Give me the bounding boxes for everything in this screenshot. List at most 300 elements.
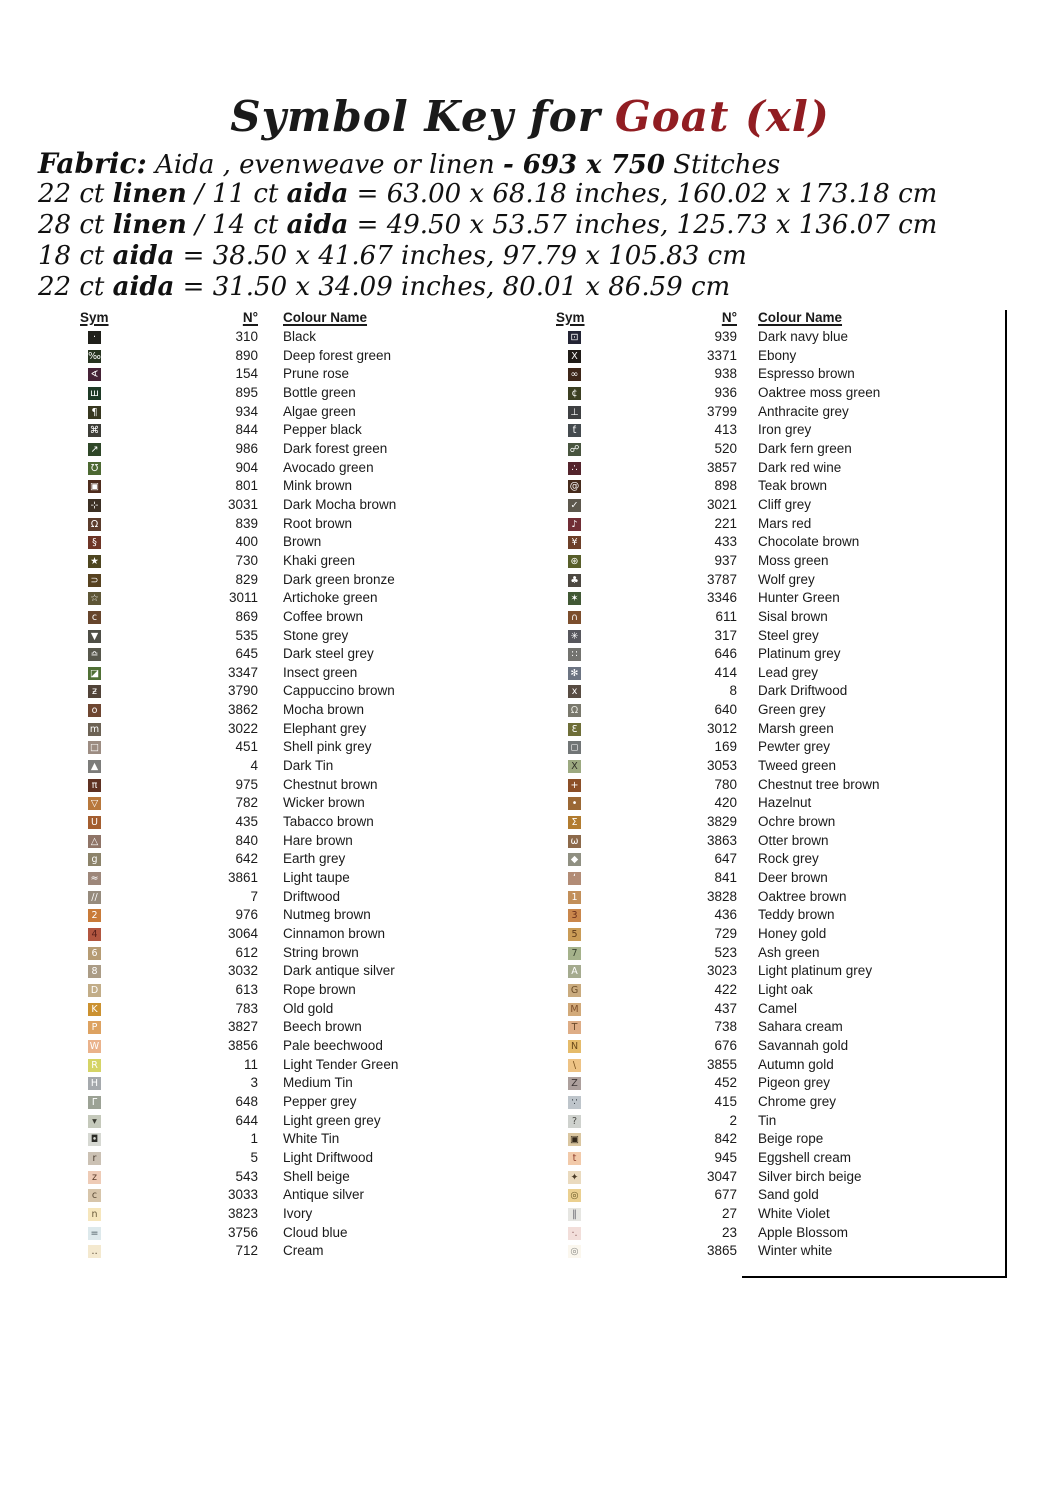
colour-name: Dark antique silver: [283, 963, 395, 979]
thread-number: 676: [714, 1037, 737, 1053]
thread-number: 841: [714, 870, 737, 886]
table-row: [80, 460, 510, 479]
table-row: [80, 795, 510, 814]
thread-number: 400: [235, 534, 258, 550]
table-row: [80, 1075, 510, 1094]
colour-name: Dark fern green: [758, 440, 852, 456]
stitch-symbol-swatch: □: [88, 741, 101, 754]
table-row: [80, 907, 510, 926]
colour-name: Bottle green: [283, 384, 356, 400]
thread-number: 3865: [706, 1243, 737, 1259]
colour-name: Mocha brown: [283, 702, 365, 718]
colour-name: Lead grey: [758, 664, 819, 680]
colour-name: Autumn gold: [758, 1056, 834, 1072]
colour-name: Otter brown: [758, 832, 829, 848]
stitch-symbol-swatch: ✦: [568, 1171, 581, 1184]
table-row: [80, 926, 510, 945]
table-row: [80, 366, 510, 385]
colour-name: Chrome grey: [758, 1093, 837, 1109]
stitch-symbol-swatch: ‖: [568, 1208, 581, 1221]
table-row: [80, 851, 510, 870]
column-header-number: N°: [721, 310, 737, 325]
thread-number: 611: [715, 608, 737, 624]
colour-name: Root brown: [283, 515, 353, 531]
thread-number: 642: [235, 851, 258, 867]
table-row: [556, 851, 986, 870]
table-row: [80, 441, 510, 460]
table-row: [556, 795, 986, 814]
table-row: [556, 758, 986, 777]
colour-name: White Violet: [758, 1205, 830, 1221]
thread-number: 452: [714, 1075, 737, 1091]
colour-name: Honey gold: [758, 926, 827, 941]
stitch-symbol-swatch: ▽: [88, 797, 101, 810]
thread-number: 3863: [706, 832, 737, 848]
stitch-symbol-swatch: ∷: [568, 648, 581, 661]
table-row: [80, 404, 510, 423]
thread-number: 3861: [227, 870, 258, 886]
colour-name: Shell pink grey: [283, 739, 372, 755]
thread-number: 3790: [227, 683, 258, 699]
stitch-symbol-swatch: ✓: [568, 499, 581, 512]
colour-name: Dark steel grey: [283, 646, 374, 662]
thread-number: 783: [235, 1000, 258, 1016]
thread-number: 3021: [706, 496, 737, 512]
stitch-symbol-swatch: ?: [568, 1115, 581, 1128]
thread-number: 3829: [706, 814, 737, 830]
thread-number: 647: [714, 851, 737, 867]
thread-number: 11: [243, 1056, 258, 1072]
stitch-symbol-swatch: R: [88, 1059, 101, 1072]
thread-number: 3033: [227, 1187, 258, 1203]
fabric-text-segment: linen: [112, 179, 187, 209]
colour-name: Dark red wine: [758, 459, 842, 475]
stitch-symbol-swatch: K: [88, 1003, 101, 1016]
thread-number: 895: [235, 384, 258, 400]
fabric-text-segment: 28 ct: [38, 210, 113, 240]
colour-name: Cloud blue: [283, 1224, 348, 1240]
colour-name: Chestnut brown: [283, 776, 378, 792]
table-row: [80, 1206, 510, 1225]
table-row: [80, 628, 510, 647]
stitch-symbol-swatch: ш: [88, 387, 101, 400]
thread-number: 939: [714, 329, 737, 344]
table-row: [556, 553, 986, 572]
colour-name: Pigeon grey: [758, 1075, 831, 1091]
thread-number: 3857: [706, 459, 737, 475]
table-row: [80, 478, 510, 497]
table-row: [556, 926, 986, 945]
table-row: [80, 534, 510, 553]
stitch-symbol-swatch: ‰: [88, 350, 101, 362]
thread-number: 3787: [706, 571, 737, 587]
fabric-line-3: [38, 210, 1028, 241]
fabric-text-segment: 22 ct: [38, 272, 113, 302]
thread-number: 840: [235, 832, 258, 848]
colour-name: Coffee brown: [283, 608, 364, 624]
colour-name: Old gold: [283, 1000, 334, 1016]
thread-number: 3756: [227, 1224, 258, 1240]
table-row: [80, 1057, 510, 1076]
colour-name: Dark forest green: [283, 440, 388, 456]
thread-number: 3053: [706, 758, 737, 774]
colour-name: Nutmeg brown: [283, 907, 371, 923]
colour-name: Ochre brown: [758, 814, 836, 830]
fabric-line-2: [38, 179, 1028, 210]
stitch-symbol-swatch: Z: [568, 1077, 581, 1090]
stitch-symbol-swatch: X: [568, 760, 581, 773]
thread-number: 7: [250, 888, 258, 904]
stitch-symbol-swatch: ✻: [568, 667, 581, 680]
stitch-symbol-swatch: ▾: [88, 1115, 101, 1128]
table-row: [556, 1075, 986, 1094]
stitch-symbol-swatch: Ɛ: [568, 723, 581, 736]
table-row: [556, 460, 986, 479]
table-row: [80, 665, 510, 684]
thread-number: 612: [235, 944, 258, 960]
colour-name: Shell beige: [283, 1168, 350, 1184]
thread-number: 844: [235, 422, 258, 438]
stitch-symbol-swatch: D: [88, 984, 101, 997]
stitch-symbol-swatch: •: [568, 797, 581, 810]
thread-number: 543: [235, 1168, 258, 1184]
colour-name: Light oak: [758, 981, 813, 997]
fabric-text-segment: aida: [286, 210, 349, 240]
stitch-symbol-swatch: z: [88, 1171, 101, 1184]
stitch-symbol-swatch: 5: [568, 928, 581, 941]
colour-name: Eggshell cream: [758, 1149, 852, 1165]
colour-name: Driftwood: [283, 888, 341, 904]
colour-name: Medium Tin: [283, 1075, 353, 1091]
table-row: [80, 1131, 510, 1150]
thread-number: 648: [235, 1093, 258, 1109]
table-row: [80, 422, 510, 441]
thread-number: 3023: [706, 963, 737, 979]
colour-name: String brown: [283, 944, 359, 960]
table-row: [556, 348, 986, 367]
stitch-symbol-swatch: ↗: [88, 443, 101, 456]
colour-name: Algae green: [283, 403, 356, 419]
colour-name: Steel grey: [758, 627, 819, 643]
table-row: [556, 441, 986, 460]
thread-number: 644: [235, 1112, 258, 1128]
table-row: [80, 1169, 510, 1188]
colour-name: Tabacco brown: [283, 814, 374, 830]
stitch-symbol-swatch: ⊹: [88, 499, 101, 512]
table-row: [80, 739, 510, 758]
colour-name: Camel: [758, 1000, 798, 1016]
thread-number: 3823: [227, 1205, 258, 1221]
table-row: [80, 497, 510, 516]
column-header-sym: Sym: [80, 310, 109, 325]
colour-name: Sand gold: [758, 1187, 819, 1203]
thread-number: 169: [714, 739, 737, 755]
stitch-symbol-swatch: ⊥: [568, 406, 581, 419]
stitch-symbol-swatch: ◘: [88, 1133, 101, 1146]
stitch-symbol-swatch: ▣: [568, 1133, 581, 1146]
thread-number: 677: [714, 1187, 737, 1203]
colour-name: Tin: [758, 1112, 777, 1128]
table-row: [556, 1131, 986, 1150]
table-row: [556, 366, 986, 385]
thread-number: 613: [235, 981, 258, 997]
table-row: [556, 1057, 986, 1076]
table-row: [80, 1001, 510, 1020]
stitch-symbol-swatch: ·.: [568, 1227, 581, 1240]
stitch-symbol-swatch: 7: [568, 947, 581, 960]
fabric-text-segment: 22 ct: [38, 179, 113, 209]
table-row: [80, 982, 510, 1001]
thread-number: 3855: [706, 1056, 737, 1072]
stitch-symbol-swatch: \: [568, 1059, 581, 1072]
colour-name: Mink brown: [283, 478, 353, 494]
stitch-symbol-swatch: ⊛: [568, 555, 581, 568]
thread-number: 436: [714, 907, 737, 923]
thread-number: 640: [714, 702, 737, 718]
thread-number: 937: [714, 552, 737, 568]
column-header-colour-name: Colour Name: [283, 310, 368, 325]
thread-number: 520: [714, 440, 737, 456]
stitch-symbol-swatch: ◪: [88, 667, 101, 680]
table-row: [80, 833, 510, 852]
table-row: [80, 590, 510, 609]
colour-name: Rope brown: [283, 981, 356, 997]
table-row: [556, 1206, 986, 1225]
thread-number: 712: [235, 1243, 258, 1259]
table-row: [80, 889, 510, 908]
stitch-symbol-swatch: ∴: [568, 462, 581, 475]
symbol-key-table-right: [556, 310, 986, 1262]
stitch-symbol-swatch: ∢: [88, 368, 101, 381]
stitch-symbol-swatch: 2: [88, 909, 101, 922]
stitch-symbol-swatch: △: [88, 835, 101, 848]
stitch-symbol-swatch: ¢: [568, 387, 581, 400]
table-row: [556, 814, 986, 833]
table-row: [556, 945, 986, 964]
page-title-pattern-name: Goat (xl): [614, 92, 830, 141]
colour-name: Hunter Green: [758, 590, 840, 606]
colour-name: Insect green: [283, 664, 358, 680]
thread-number: 839: [235, 515, 258, 531]
table-row: [80, 553, 510, 572]
stitch-symbol-swatch: 1: [568, 891, 581, 904]
colour-name: Stone grey: [283, 627, 349, 643]
colour-name: Espresso brown: [758, 366, 855, 382]
colour-name: Beech brown: [283, 1019, 362, 1035]
colour-name: Dark navy blue: [758, 329, 849, 344]
stitch-symbol-swatch: ♪: [568, 518, 581, 531]
table-row: [556, 646, 986, 665]
stitch-symbol-swatch: Σ: [568, 816, 581, 829]
colour-name: Ash green: [758, 944, 820, 960]
stitch-symbol-swatch: 4: [88, 928, 101, 941]
stitch-symbol-swatch: ◎: [568, 1189, 581, 1202]
thread-number: 729: [714, 926, 737, 941]
thread-number: 4: [250, 758, 258, 774]
stitch-symbol-swatch: 8: [88, 965, 101, 978]
colour-name: Chocolate brown: [758, 534, 860, 550]
table-row: [556, 1225, 986, 1244]
stitch-symbol-swatch: m: [89, 723, 100, 735]
stitch-symbol-swatch: ⊃: [88, 574, 101, 587]
colour-name: Deep forest green: [283, 347, 392, 363]
stitch-symbol-swatch: ¥: [568, 536, 581, 549]
colour-name: Dark Driftwood: [758, 683, 848, 699]
table-row: [80, 777, 510, 796]
stitch-symbol-swatch: ʻ: [568, 872, 581, 885]
colour-name: Ivory: [283, 1205, 313, 1221]
stitch-symbol-swatch: ∕∕: [88, 891, 101, 904]
page-frame-vertical-line: [1005, 310, 1007, 1276]
thread-number: 829: [235, 571, 258, 587]
stitch-symbol-swatch: π: [88, 779, 101, 792]
fabric-text-segment: Stitches: [664, 150, 781, 180]
thread-number: 422: [714, 981, 737, 997]
colour-name: Earth grey: [283, 851, 346, 867]
stitch-symbol-swatch: ✳: [568, 630, 581, 643]
table-row: [80, 1187, 510, 1206]
stitch-symbol-swatch: U: [88, 816, 101, 829]
table-row: [80, 683, 510, 702]
thread-number: 435: [235, 814, 258, 830]
stitch-symbol-swatch: H: [88, 1077, 101, 1090]
table-row: [556, 1243, 986, 1262]
stitch-symbol-swatch: M: [568, 1003, 581, 1016]
table-row: [80, 1094, 510, 1113]
colour-name: Dark green bronze: [283, 571, 395, 587]
stitch-symbol-swatch: ∵: [568, 1096, 581, 1109]
colour-name: Teak brown: [758, 478, 828, 494]
colour-name: Avocado green: [283, 459, 374, 475]
table-row: [80, 646, 510, 665]
colour-name: Elephant grey: [283, 720, 367, 736]
colour-name: Dark Mocha brown: [283, 496, 397, 512]
colour-name: Light green grey: [283, 1112, 381, 1128]
thread-number: 414: [714, 664, 737, 680]
thread-number: 780: [714, 776, 737, 792]
thread-number: 936: [714, 384, 737, 400]
table-row: [80, 609, 510, 628]
colour-name: Oaktree moss green: [758, 384, 881, 400]
table-row: [556, 422, 986, 441]
stitch-symbol-swatch: Ω: [568, 704, 581, 717]
colour-name: Ebony: [758, 347, 797, 363]
table-row: [80, 516, 510, 535]
table-row: [556, 963, 986, 982]
colour-name: Brown: [283, 534, 322, 550]
stitch-symbol-swatch: ☆: [88, 592, 101, 605]
thread-number: 3031: [227, 496, 258, 512]
colour-name: Sahara cream: [758, 1019, 843, 1035]
table-row: [80, 721, 510, 740]
colour-name: Oaktree brown: [758, 888, 847, 904]
colour-name: Khaki green: [283, 552, 356, 568]
stitch-symbol-swatch: X: [568, 350, 581, 363]
fabric-info: [38, 148, 1028, 303]
colour-name: Chestnut tree brown: [758, 776, 880, 792]
colour-name: Cream: [283, 1243, 324, 1259]
thread-number: 646: [714, 646, 737, 662]
thread-number: 3827: [227, 1019, 258, 1035]
colour-name: Cappuccino brown: [283, 683, 395, 699]
colour-name: Cinnamon brown: [283, 926, 386, 941]
stitch-symbol-swatch: t: [568, 1152, 581, 1165]
thread-number: 451: [235, 739, 258, 755]
thread-number: 986: [235, 440, 258, 456]
stitch-symbol-swatch: Ω: [88, 518, 101, 531]
stitch-symbol-swatch: N: [568, 1040, 581, 1053]
table-row: [556, 628, 986, 647]
thread-number: 415: [714, 1093, 737, 1109]
fabric-text-segment: = 49.50 x 53.57 inches, 125.73 x 136.07 cm: [348, 210, 938, 240]
table-row: [556, 702, 986, 721]
thread-number: 3032: [227, 963, 258, 979]
table-row: [80, 963, 510, 982]
fabric-text-segment: = 63.00 x 68.18 inches, 160.02 x 173.18 cm: [348, 179, 938, 209]
table-row: [556, 1113, 986, 1132]
stitch-symbol-swatch: @: [569, 481, 580, 493]
fabric-text-segment: - 693 x 750: [502, 150, 665, 180]
colour-name: Mars red: [758, 515, 812, 531]
table-row: [556, 665, 986, 684]
fabric-text-segment: Fabric:: [38, 147, 147, 180]
table-row: [80, 1038, 510, 1057]
stitch-symbol-swatch: ∞: [568, 368, 581, 381]
stitch-symbol-swatch: ¶: [88, 406, 101, 419]
colour-name: Deer brown: [758, 870, 828, 886]
fabric-line-4: [38, 241, 1028, 272]
colour-name: Apple Blossom: [758, 1224, 849, 1240]
stitch-symbol-swatch: r: [88, 1152, 101, 1165]
table-row: [556, 590, 986, 609]
table-row: [80, 1243, 510, 1262]
column-header-number: N°: [242, 310, 258, 325]
table-row: [556, 1001, 986, 1020]
colour-name: Iron grey: [758, 422, 812, 438]
thread-number: 413: [714, 422, 737, 438]
stitch-symbol-swatch: n: [88, 1208, 101, 1221]
thread-number: 934: [235, 403, 258, 419]
table-row: [556, 572, 986, 591]
colour-name: Pepper grey: [283, 1093, 357, 1109]
table-header: [556, 310, 986, 329]
colour-name: Prune rose: [283, 366, 350, 382]
table-row: [80, 945, 510, 964]
colour-name: Light taupe: [283, 870, 350, 886]
stitch-symbol-swatch: ▼: [88, 630, 101, 643]
thread-number: 890: [235, 347, 258, 363]
stitch-symbol-swatch: ★: [88, 555, 101, 568]
table-body: [556, 329, 986, 1262]
stitch-symbol-swatch: ≏: [88, 648, 101, 661]
thread-number: 3347: [227, 664, 258, 680]
colour-name: Savannah gold: [758, 1037, 849, 1053]
stitch-symbol-swatch: c: [88, 611, 101, 624]
thread-number: 869: [235, 608, 258, 624]
colour-name: Pale beechwood: [283, 1037, 383, 1053]
table-row: [556, 1150, 986, 1169]
thread-number: 842: [714, 1131, 737, 1147]
table-row: [556, 777, 986, 796]
thread-number: 3: [250, 1075, 258, 1091]
thread-number: 782: [235, 795, 258, 811]
stitch-symbol-swatch: ≈: [88, 872, 101, 885]
table-row: [556, 404, 986, 423]
thread-number: 3828: [706, 888, 737, 904]
table-row: [556, 516, 986, 535]
table-row: [556, 721, 986, 740]
colour-name: Antique silver: [283, 1187, 365, 1203]
